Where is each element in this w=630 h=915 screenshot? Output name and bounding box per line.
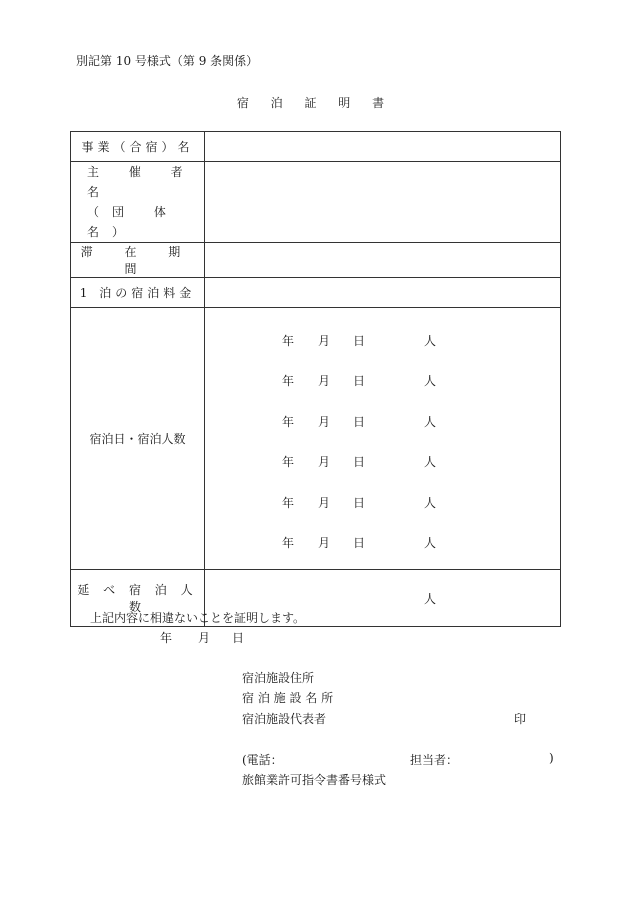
stay-date-line[interactable] <box>205 413 560 429</box>
stay-date-day: 日 <box>353 536 366 550</box>
stay-date-month: 月 <box>318 495 331 510</box>
cert-date-month: 月 <box>198 631 211 645</box>
stay-date-month: 月 <box>318 414 331 429</box>
stay-date-people: 人 <box>424 334 437 348</box>
stay-date-year: 年 <box>282 536 295 550</box>
organizer-field[interactable] <box>205 162 561 243</box>
row-stay-dates <box>71 308 561 570</box>
stay-date-people: 人 <box>424 374 437 389</box>
stay-date-people: 人 <box>424 414 437 429</box>
row-organizer <box>71 162 561 243</box>
stay-date-year: 年 <box>282 455 295 470</box>
business-name-field[interactable] <box>205 132 561 162</box>
stay-date-day: 日 <box>353 374 366 389</box>
stay-date-year: 年 <box>282 495 295 510</box>
row-business-name <box>71 132 561 162</box>
certification-statement: 上記内容に相違ないことを証明します。 <box>90 611 306 625</box>
row-rate-per-night <box>71 278 561 308</box>
cert-date-day: 日 <box>232 631 245 645</box>
total-guests-unit: 人 <box>424 592 437 606</box>
form-reference: 別記第 10 号様式（第 9 条関係） <box>76 54 259 68</box>
seal-mark: 印 <box>514 712 527 726</box>
stay-date-line[interactable] <box>205 494 560 510</box>
organizer-label-line2: （団 体 名） <box>87 205 179 239</box>
rate-per-night-label: 1 泊の宿泊料金 <box>71 278 205 308</box>
stay-date-day: 日 <box>353 495 366 510</box>
stay-date-line[interactable] <box>205 372 560 388</box>
stay-period-label: 滞 在 期 間 <box>71 243 205 278</box>
facility-representative-label: 宿泊施設代表者 <box>242 712 327 726</box>
stay-dates-label: 宿泊日・宿泊人数 <box>71 308 205 570</box>
stay-date-people: 人 <box>424 536 437 550</box>
facility-name-label: 宿 泊 施 設 名 所 <box>242 691 334 705</box>
stay-date-year: 年 <box>282 374 295 389</box>
cert-date-year: 年 <box>160 631 173 645</box>
stay-date-people: 人 <box>424 495 437 510</box>
stay-date-day: 日 <box>353 334 366 348</box>
business-name-label: 事業（合宿）名 <box>71 132 205 162</box>
stay-date-line[interactable] <box>205 534 560 550</box>
stay-date-line[interactable] <box>205 453 560 469</box>
rate-per-night-field[interactable] <box>205 278 561 308</box>
stay-date-year: 年 <box>282 334 295 348</box>
phone-close-paren: ) <box>549 751 554 765</box>
stay-period-field[interactable] <box>205 243 561 278</box>
phone-label: (電話： <box>242 753 283 767</box>
stay-date-day: 日 <box>353 455 366 470</box>
stay-date-month: 月 <box>318 334 331 348</box>
stay-date-month: 月 <box>318 536 331 550</box>
stay-date-month: 月 <box>318 455 331 470</box>
organizer-label <box>71 162 205 243</box>
organizer-label-line1: 主 催 者 名 <box>87 165 196 199</box>
facility-address-label: 宿泊施設住所 <box>242 671 315 685</box>
stay-date-day: 日 <box>353 414 366 429</box>
document-title: 宿 泊 証 明 書 <box>236 96 394 110</box>
certification-date <box>160 629 260 645</box>
license-number-label: 旅館業許可指令書番号様式 <box>242 773 387 787</box>
row-stay-period <box>71 243 561 278</box>
stay-date-line[interactable] <box>205 332 560 348</box>
stay-date-year: 年 <box>282 414 295 429</box>
stay-date-month: 月 <box>318 374 331 389</box>
certificate-table <box>70 131 561 627</box>
contact-person-label: 担当者： <box>410 753 459 767</box>
stay-date-people: 人 <box>424 455 437 470</box>
stay-dates-field <box>205 308 561 570</box>
total-guests-label: 延 べ 宿 泊 人 数 <box>71 570 205 627</box>
